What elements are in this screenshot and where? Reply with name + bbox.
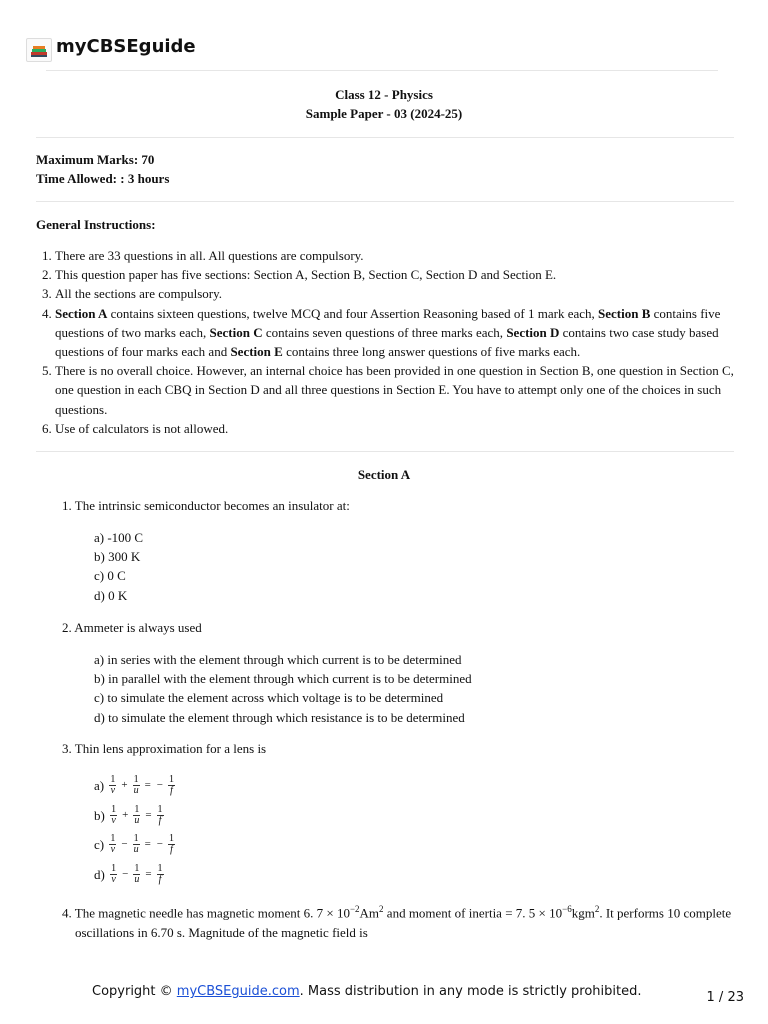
fraction	[109, 775, 116, 796]
option-label: a)	[94, 778, 105, 794]
question-1: 1. The intrinsic semiconductor becomes an insulator at:	[62, 498, 350, 513]
question-text: The intrinsic semiconductor becomes an insulator at:	[74, 498, 350, 513]
copyright-suffix: . Mass distribution in any mode is strictly prohibited.	[299, 984, 642, 999]
class-title: Class 12 - Physics	[335, 87, 433, 102]
denominator: v	[110, 785, 116, 797]
option: a) -100 C	[94, 530, 144, 545]
fraction	[109, 834, 116, 855]
section-a-heading: Section A	[357, 467, 411, 482]
question-2-options	[94, 650, 472, 727]
time-allowed: Time Allowed: : 3 hours	[36, 171, 170, 186]
question-text: and moment of inertia = 7. 5 × 10	[383, 905, 563, 921]
divider	[36, 451, 734, 452]
denominator: f	[158, 873, 162, 885]
section-a-label: Section A	[55, 305, 108, 321]
books-icon	[26, 38, 52, 62]
operator: =	[145, 808, 152, 821]
page-number: 1 / 23	[706, 990, 744, 1005]
paper-title: Sample Paper - 03 (2024-25)	[305, 106, 463, 121]
denominator: u	[133, 785, 139, 797]
question-2: 2. Ammeter is always used	[62, 620, 202, 635]
denominator: v	[111, 814, 116, 826]
fraction	[168, 775, 175, 796]
max-marks: Maximum Marks: 70	[36, 152, 155, 167]
option: a) in series with the element through which current is to be determined	[94, 652, 462, 667]
instruction-text: contains two case study based questions of four marks each and	[55, 324, 719, 360]
option: c) to simulate the element across which voltage is to be determined	[94, 690, 444, 706]
fraction	[157, 805, 164, 826]
section-d-label: Section D	[506, 324, 560, 340]
numerator: 1	[134, 862, 140, 874]
operator: =	[144, 838, 151, 851]
instruction-item: 3. All the sections are compulsory.	[55, 284, 755, 303]
instructions-list	[36, 246, 755, 438]
instruction-item: 5. There is no overall choice. However, an internal choice has been provided in one question in Section B, one question in Section C, one question in each CBQ in Section D and all three questions in Section E. You have to attempt only one of the choices in such questions.	[55, 361, 755, 419]
denominator: f	[158, 814, 162, 826]
question-text: Ammeter is always used	[74, 620, 202, 635]
site-link[interactable]: myCBSEguide.com	[176, 984, 300, 999]
question-3-options	[94, 771, 177, 889]
denominator: f	[170, 785, 173, 797]
question-4: 4. The magnetic needle has magnetic moment 6. $7 \times 10^{-2}Am^2$ and moment of inertia = 7. $5 \times 10^{-6}kgm^2$. It performs 10 complete oscillations in 6.70 s. Magnitude of the magnetic field is	[62, 904, 732, 940]
option	[94, 830, 177, 860]
instruction-text: contains five questions of two marks each,	[55, 305, 721, 340]
question-text: . It performs 10 complete oscillations in 6.70 s. Magnitude of the magnetic field is	[75, 905, 732, 940]
exponent: 2	[594, 904, 600, 914]
instruction-text: contains seven questions of three marks each,	[262, 324, 507, 340]
divider	[46, 70, 718, 71]
numerator: 1	[157, 803, 163, 815]
option-label: b)	[94, 807, 105, 823]
operator: =	[145, 867, 152, 880]
numerator: 1	[110, 774, 116, 786]
option	[94, 860, 177, 890]
instruction-item	[55, 304, 755, 362]
option	[94, 801, 177, 831]
fraction	[133, 775, 140, 796]
option: b) in parallel with the element through which current is to be determined	[94, 671, 472, 687]
question-text: Am	[359, 905, 380, 921]
site-brand[interactable]: myCBSEguide	[56, 35, 196, 57]
divider	[36, 201, 734, 202]
fraction	[157, 864, 164, 885]
operator: −	[121, 838, 128, 851]
operator: +	[121, 779, 128, 792]
denominator: u	[134, 873, 140, 885]
operator: −	[122, 867, 129, 880]
question-text: Thin lens approximation for a lens is	[74, 741, 267, 756]
denominator: u	[134, 814, 140, 826]
operator: −	[156, 838, 164, 851]
denominator: v	[110, 844, 116, 856]
numerator: 1	[133, 774, 139, 786]
question-1-options	[94, 528, 143, 605]
option: c) 0 C	[94, 568, 126, 584]
denominator: u	[133, 844, 139, 856]
exponent: 2	[379, 904, 384, 914]
instruction-text: contains three long answer questions of five marks each.	[282, 344, 581, 360]
operator: =	[144, 779, 151, 792]
section-b-label: Section B	[598, 305, 651, 321]
operator: +	[122, 808, 129, 821]
question-text: kgm	[571, 905, 595, 921]
instruction-text: contains sixteen questions, twelve MCQ and four Assertion Reasoning based of 1 mark each,	[107, 305, 599, 321]
question-3: 3. Thin lens approximation for a lens is	[62, 741, 267, 756]
copyright-footer	[92, 984, 641, 999]
numerator: 1	[157, 862, 163, 874]
instruction-item: 1. There are 33 questions in all. All questions are compulsory.	[55, 246, 755, 265]
exponent: −2	[349, 904, 360, 914]
numerator: 1	[111, 803, 117, 815]
section-c-label: Section C	[209, 324, 263, 340]
copyright-prefix: Copyright ©	[92, 984, 177, 999]
option	[94, 771, 177, 801]
instruction-item: 6. Use of calculators is not allowed.	[55, 419, 755, 438]
instructions-heading: General Instructions:	[36, 217, 156, 232]
numerator: 1	[169, 833, 175, 845]
denominator: v	[111, 873, 116, 885]
numerator: 1	[110, 833, 116, 845]
fraction	[133, 864, 140, 885]
fraction	[133, 834, 140, 855]
option-label: d)	[94, 866, 105, 882]
fraction	[110, 864, 117, 885]
fraction	[168, 834, 175, 855]
option: d) to simulate the element through which resistance is to be determined	[94, 709, 465, 725]
question-text: The magnetic needle has magnetic moment 6. 7 × 10	[74, 905, 350, 921]
numerator: 1	[111, 862, 117, 874]
fraction	[110, 805, 117, 826]
instruction-item: 2. This question paper has five sections: Section A, Section B, Section C, Section D and Section E.	[55, 265, 755, 284]
exponent: −6	[562, 904, 572, 914]
numerator: 1	[133, 833, 139, 845]
denominator: f	[170, 844, 173, 856]
option-label: c)	[94, 837, 105, 853]
numerator: 1	[134, 803, 140, 815]
site-header	[26, 34, 196, 58]
option: b) 300 K	[94, 549, 141, 565]
numerator: 1	[169, 774, 175, 786]
section-e-label: Section E	[230, 344, 283, 360]
operator: −	[156, 779, 164, 792]
option: d) 0 K	[94, 587, 128, 603]
fraction	[133, 805, 140, 826]
divider	[36, 137, 734, 138]
